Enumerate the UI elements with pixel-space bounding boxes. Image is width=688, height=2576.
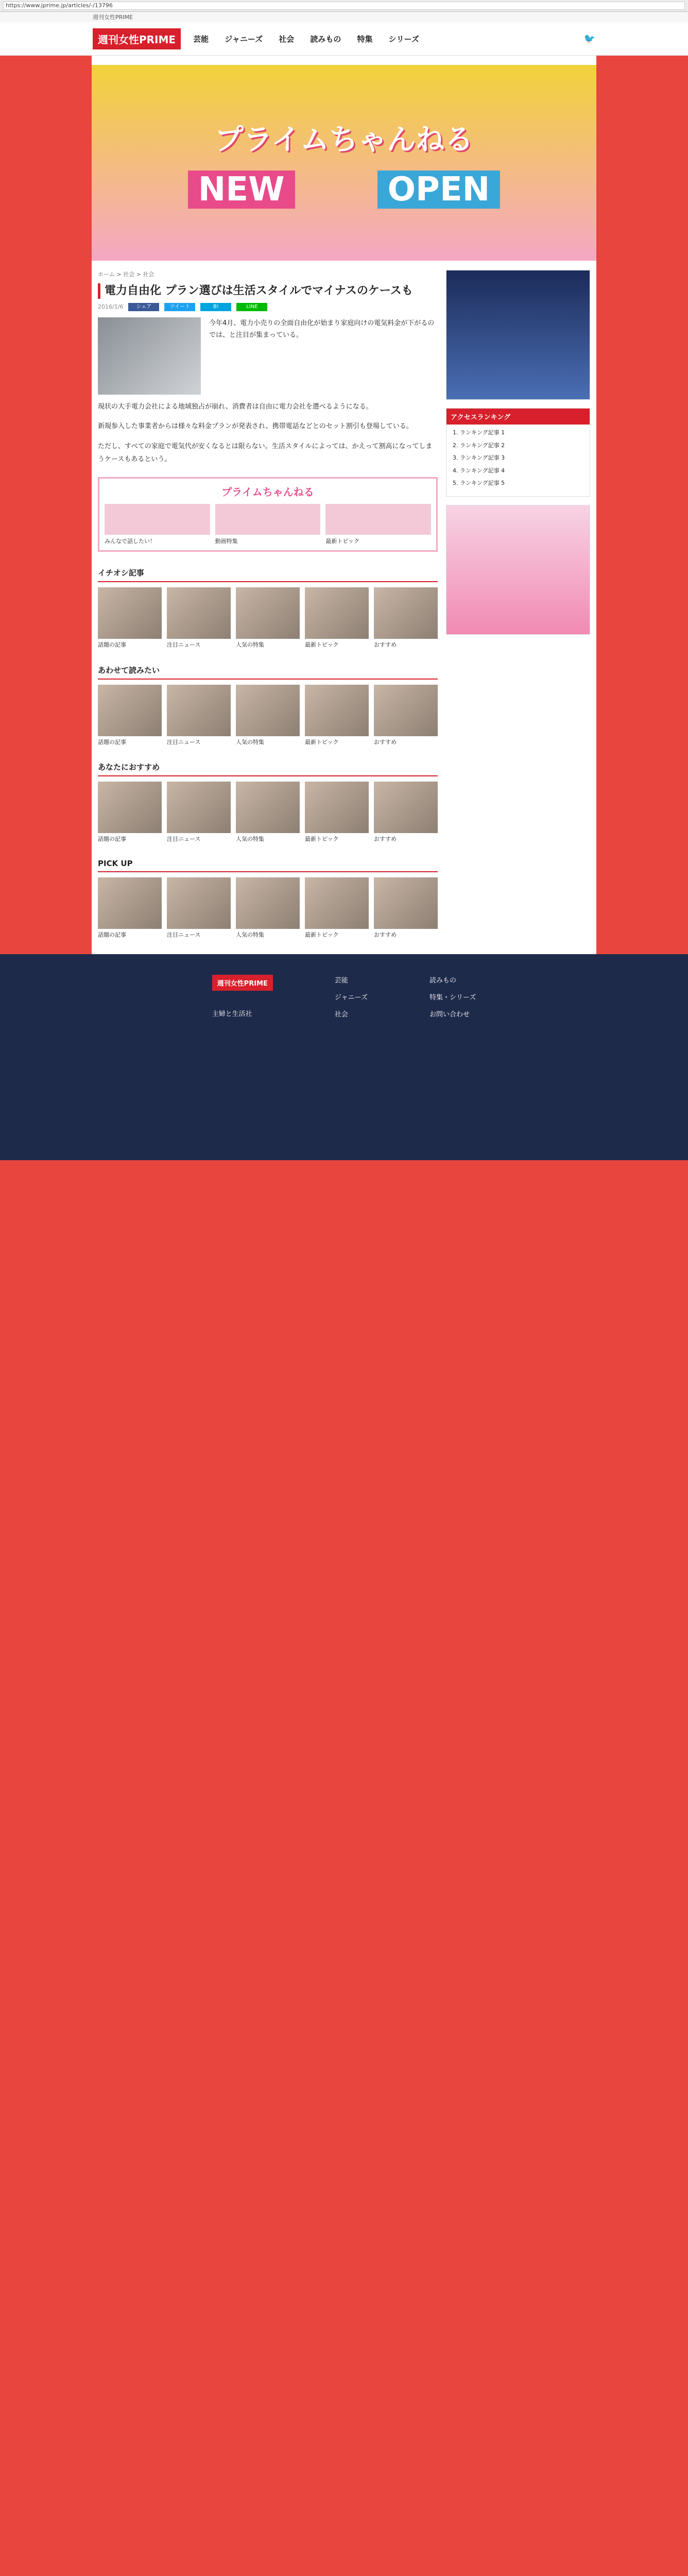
card[interactable]: 最新トピック [305, 685, 369, 746]
footer-links-a [335, 975, 368, 1160]
section-recommended: あなたにおすすめ [98, 758, 438, 776]
footer-link[interactable]: ジャニーズ [334, 994, 368, 1002]
site-footer [0, 954, 688, 1160]
nav-item[interactable]: シリーズ [388, 34, 419, 44]
footer-links-b [429, 975, 476, 1160]
card[interactable]: 最新トピック [305, 782, 369, 843]
card[interactable]: 話題の記事 [98, 782, 162, 843]
copyright: 主婦と生活社 [212, 1010, 252, 1018]
section-pickup: PICK UP [98, 856, 438, 872]
site-header [0, 22, 688, 56]
ranking-item[interactable]: 4. ランキング記事 4 [460, 467, 586, 476]
card[interactable]: 注目ニュース [167, 587, 231, 649]
line-button[interactable]: LINE [236, 303, 267, 311]
content-columns [92, 270, 596, 939]
footer-link[interactable]: 特集・シリーズ [429, 994, 476, 1002]
card[interactable]: おすすめ [374, 685, 438, 746]
card[interactable]: おすすめ [374, 587, 438, 649]
banner-title: プライムちゃんねる [214, 123, 474, 157]
site-logo[interactable]: 週刊女性PRIME [93, 28, 181, 49]
promo-item[interactable]: 最新トピック [325, 504, 431, 545]
section-ad-articles: イチオシ記事 [98, 564, 438, 582]
article-meta [98, 303, 438, 311]
nav-item[interactable]: 芸能 [193, 34, 209, 44]
address-bar[interactable]: https://www.jprime.jp/articles/-/13796 [3, 2, 685, 10]
footer-link[interactable]: 芸能 [334, 977, 348, 985]
ranking-item[interactable]: 5. ランキング記事 5 [460, 479, 586, 488]
tweet-button[interactable]: ツイート [164, 303, 195, 311]
card[interactable]: 最新トピック [305, 587, 369, 649]
article-body [98, 401, 438, 466]
card-grid [98, 782, 438, 843]
sidebar-ad[interactable] [446, 270, 590, 400]
ranking-item[interactable]: 2. ランキング記事 2 [460, 442, 586, 450]
paragraph: 現状の大手電力会社による地域独占が崩れ、消費者は自由に電力会社を選べるようになる。 [98, 402, 373, 411]
browser-bar [0, 0, 688, 12]
card[interactable]: 最新トピック [305, 877, 369, 939]
ranking-head: アクセスランキング [446, 409, 590, 425]
card[interactable]: 話題の記事 [98, 587, 162, 649]
main-column [98, 270, 438, 939]
banner-open: OPEN [377, 171, 501, 209]
banner-new: NEW [188, 171, 295, 209]
ranking-item[interactable]: 3. ランキング記事 3 [460, 454, 586, 463]
card-grid [98, 587, 438, 649]
nav-item[interactable]: 社会 [279, 34, 295, 44]
card[interactable]: おすすめ [374, 782, 438, 843]
top-strip [0, 12, 688, 22]
breadcrumb[interactable]: ホーム > 社会 > 社会 [98, 271, 154, 278]
card[interactable]: 注目ニュース [167, 782, 231, 843]
card[interactable]: 人気の特集 [236, 685, 300, 746]
card-grid [98, 685, 438, 746]
ranking-item[interactable]: 1. ランキング記事 1 [460, 429, 586, 437]
ranking-box [446, 408, 590, 497]
twitter-icon[interactable]: 🐦 [583, 33, 595, 44]
card[interactable]: 人気の特集 [236, 587, 300, 649]
lead-text: 今年4月、電力小売りの全面自由化が始まり家庭向けの電気料金が下がるのでは、と注目が集まっている。 [209, 319, 435, 340]
card[interactable]: 注目ニュース [167, 877, 231, 939]
card[interactable]: 注目ニュース [167, 685, 231, 746]
share-button[interactable]: シェア [128, 303, 159, 311]
banner-sub [188, 171, 500, 209]
footer-link[interactable]: 読みもの [429, 977, 456, 985]
footer-link[interactable]: お問い合わせ [429, 1011, 470, 1019]
channel-banner[interactable] [92, 65, 596, 261]
card[interactable]: 人気の特集 [236, 782, 300, 843]
sidebar [446, 270, 590, 939]
section-related: あわせて読みたい [98, 662, 438, 680]
article-photo [98, 317, 201, 395]
hatena-button[interactable]: B! [200, 303, 231, 311]
sidebar-ad[interactable] [446, 505, 590, 635]
nav-item[interactable]: ジャニーズ [225, 34, 263, 44]
page-wrapper [92, 56, 596, 954]
promo-item[interactable]: みんなで話したい！ [105, 504, 210, 545]
card[interactable]: 話題の記事 [98, 685, 162, 746]
card-grid [98, 877, 438, 939]
article-title: 電力自由化 プラン選びは生活スタイルでマイナスのケースも [98, 283, 438, 299]
ranking-list [446, 425, 590, 496]
footer-link[interactable]: 社会 [334, 1011, 348, 1019]
promo-item[interactable]: 動画特集 [215, 504, 321, 545]
card[interactable]: 話題の記事 [98, 877, 162, 939]
paragraph: ただし、すべての家庭で電気代が安くなるとは限らない。生活スタイルによっては、かえって割高になってしまうケースもあるという。 [98, 443, 433, 463]
main-nav [193, 33, 433, 44]
footer-brand [212, 975, 273, 1160]
card[interactable]: 人気の特集 [236, 877, 300, 939]
nav-item[interactable]: 読みもの [310, 34, 341, 44]
promo-box[interactable] [98, 477, 438, 552]
article-lead [98, 317, 438, 395]
card[interactable]: おすすめ [374, 877, 438, 939]
promo-grid [105, 504, 431, 545]
top-strip-text: 週刊女性PRIME [93, 14, 133, 21]
paragraph: 新規参入した事業者からは様々な料金プランが発表され、携帯電話などとのセット割引も登場している。 [98, 422, 413, 431]
footer-logo[interactable]: 週刊女性PRIME [212, 975, 273, 991]
nav-item[interactable]: 特集 [357, 34, 373, 44]
article-date: 2016/1/6 [98, 303, 124, 311]
promo-head: プライムちゃんねる [221, 486, 314, 499]
